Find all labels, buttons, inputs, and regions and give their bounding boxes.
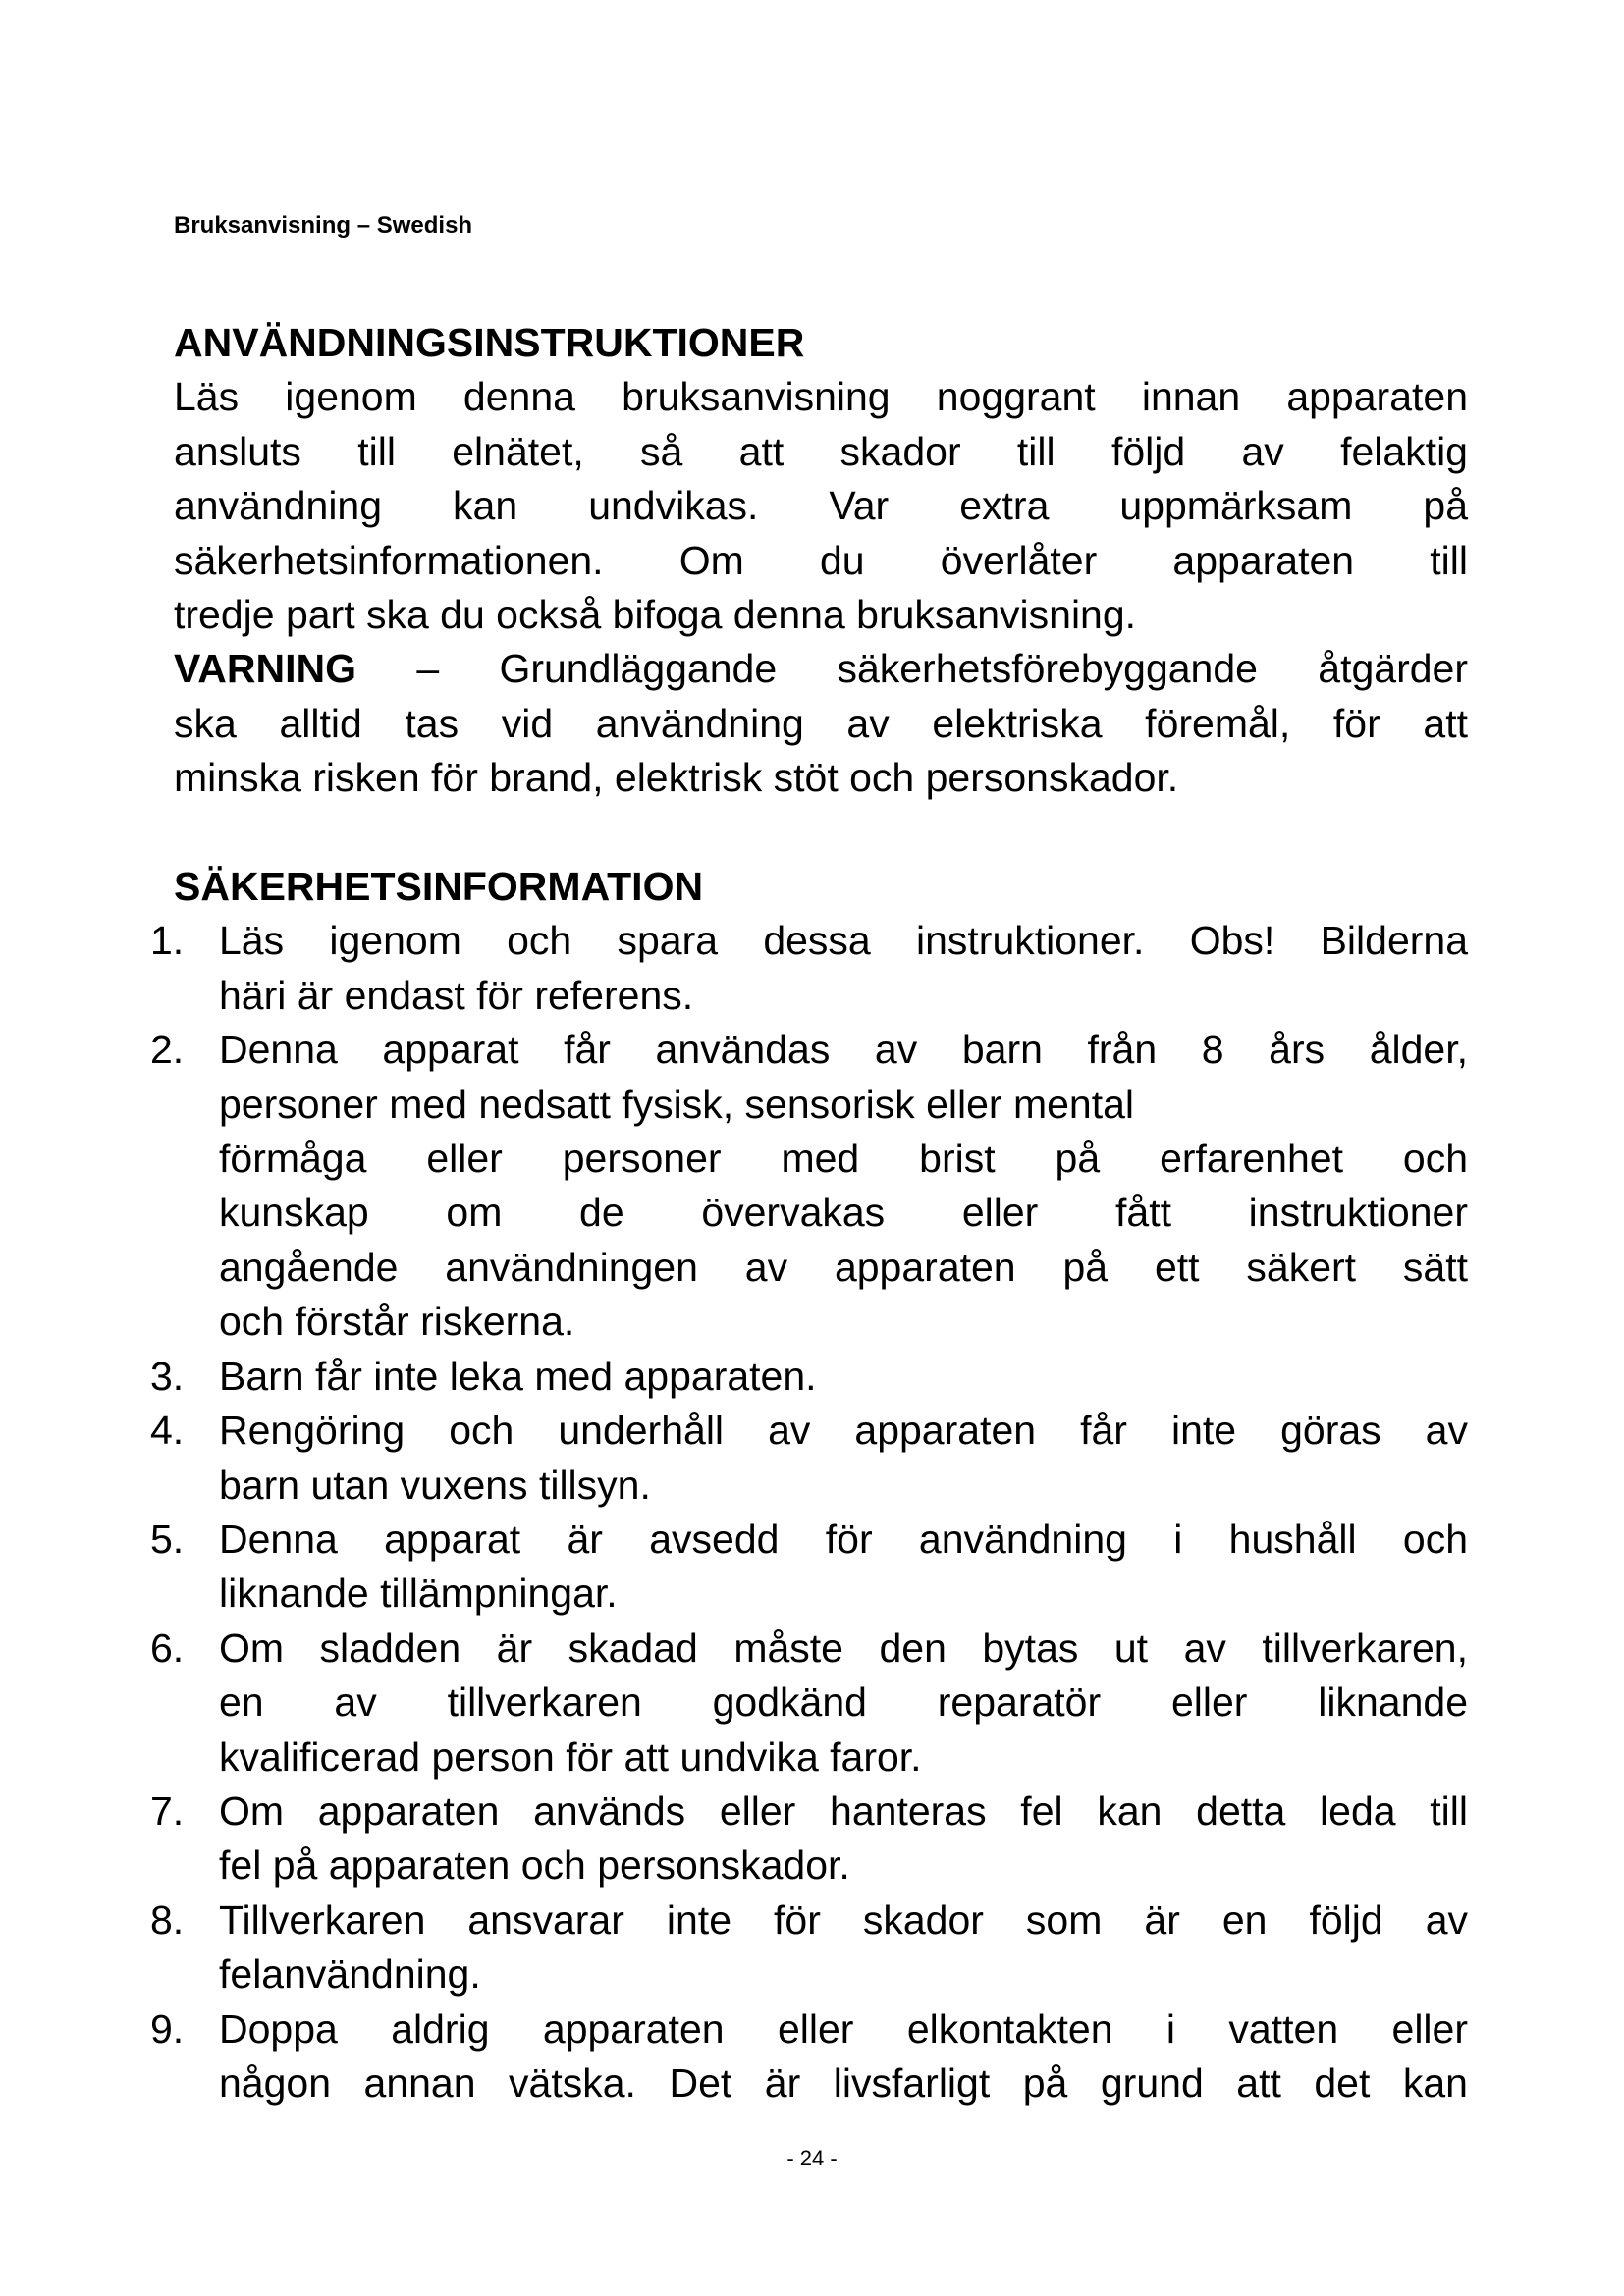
list-item — [150, 1404, 1468, 1513]
text-line: personer med nedsatt fysisk, sensorisk eller mental — [219, 1081, 1135, 1127]
section-heading-instructions: ANVÄNDNINGSINSTRUKTIONER — [174, 320, 805, 365]
list-item — [150, 1894, 1468, 2002]
page-number: - 24 - — [786, 2146, 838, 2170]
list-number: 8. — [150, 1896, 185, 1943]
text-line: liknande tillämpningar. — [219, 1571, 618, 1617]
text-line: förmåga eller personer med brist på erfarenhet och — [219, 1136, 1468, 1182]
text-line: Barn får inte leka med apparaten. — [219, 1353, 817, 1399]
text-line: minska risken för brand, elektrisk stöt och personskador. — [174, 755, 1179, 801]
list-number: 6. — [150, 1625, 185, 1671]
text-line: tredje part ska du också bifoga denna bruksanvisning. — [174, 592, 1137, 638]
text-line: Om apparaten används eller hanteras fel kan detta leda till — [219, 1788, 1468, 1834]
list-item — [150, 1622, 1468, 1785]
list-number: 2. — [150, 1027, 185, 1073]
text-line: kvalificerad person för att undvika faror. — [219, 1734, 922, 1780]
text-line: VARNING – Grundläggande säkerhetsförebyggande åtgärder — [174, 646, 1468, 692]
text-line: Tillverkaren ansvarar inte för skador som är en följd av — [219, 1896, 1468, 1943]
text-line: Om sladden är skadad måste den bytas ut av tillverkaren, — [219, 1625, 1468, 1671]
list-number: 9. — [150, 2005, 185, 2052]
text-line: felanvändning. — [219, 1951, 481, 1998]
list-item — [150, 1785, 1468, 1894]
document-body — [150, 316, 1468, 2110]
text-line: angående användningen av apparaten på ett säkert sätt — [219, 1244, 1468, 1290]
text-line: Läs igenom och spara dessa instruktioner. Obs! Bilderna — [219, 918, 1468, 964]
list-number: 3. — [150, 1353, 185, 1399]
spacer — [174, 806, 1468, 860]
section-heading-safety: SÄKERHETSINFORMATION — [174, 864, 704, 910]
text-line: någon annan vätska. Det är livsfarligt på grund att det kan — [219, 2059, 1468, 2106]
text-line: ska alltid tas vid användning av elektriska föremål, för att — [174, 700, 1468, 746]
text-line: Rengöring och underhåll av apparaten får inte göras av — [219, 1408, 1468, 1454]
text-line: häri är endast för referens. — [219, 972, 694, 1018]
text-line: Doppa aldrig apparaten eller elkontakten i vatten eller — [219, 2005, 1468, 2052]
list-item — [150, 2002, 1468, 2111]
text-line: barn utan vuxens tillsyn. — [219, 1462, 651, 1508]
list-item — [150, 1023, 1468, 1349]
list-item — [150, 1350, 1468, 1404]
list-number: 5. — [150, 1516, 185, 1562]
text-line: ansluts till elnätet, så att skador till följd av felaktig — [174, 428, 1468, 474]
text-line: säkerhetsinformationen. Om du överlåter apparaten till — [174, 537, 1468, 583]
list-number: 4. — [150, 1408, 185, 1454]
text-line: en av tillverkaren godkänd reparatör eller liknande — [219, 1680, 1468, 1726]
warning-label: VARNING — [174, 646, 357, 692]
text-line: och förstår riskerna. — [219, 1299, 575, 1345]
instructions-paragraph — [174, 370, 1468, 642]
text-line: användning kan undvikas. Var extra uppmärksam på — [174, 483, 1468, 529]
text-line: Läs igenom denna bruksanvisning noggrant innan apparaten — [174, 374, 1468, 420]
safety-list — [150, 914, 1468, 2110]
text-line: fel på apparaten och personskador. — [219, 1842, 850, 1889]
text-line: Denna apparat är avsedd för användning i hushåll och — [219, 1516, 1468, 1562]
text-line: kunskap om de övervakas eller fått instruktioner — [219, 1190, 1468, 1236]
text-line: Denna apparat får användas av barn från 8 års ålder, — [219, 1027, 1468, 1073]
warning-paragraph — [174, 642, 1468, 805]
list-number: 7. — [150, 1788, 185, 1834]
list-item — [150, 914, 1468, 1023]
list-number: 1. — [150, 918, 185, 964]
list-item — [150, 1513, 1468, 1622]
running-header: Bruksanvisning – Swedish — [174, 212, 473, 239]
